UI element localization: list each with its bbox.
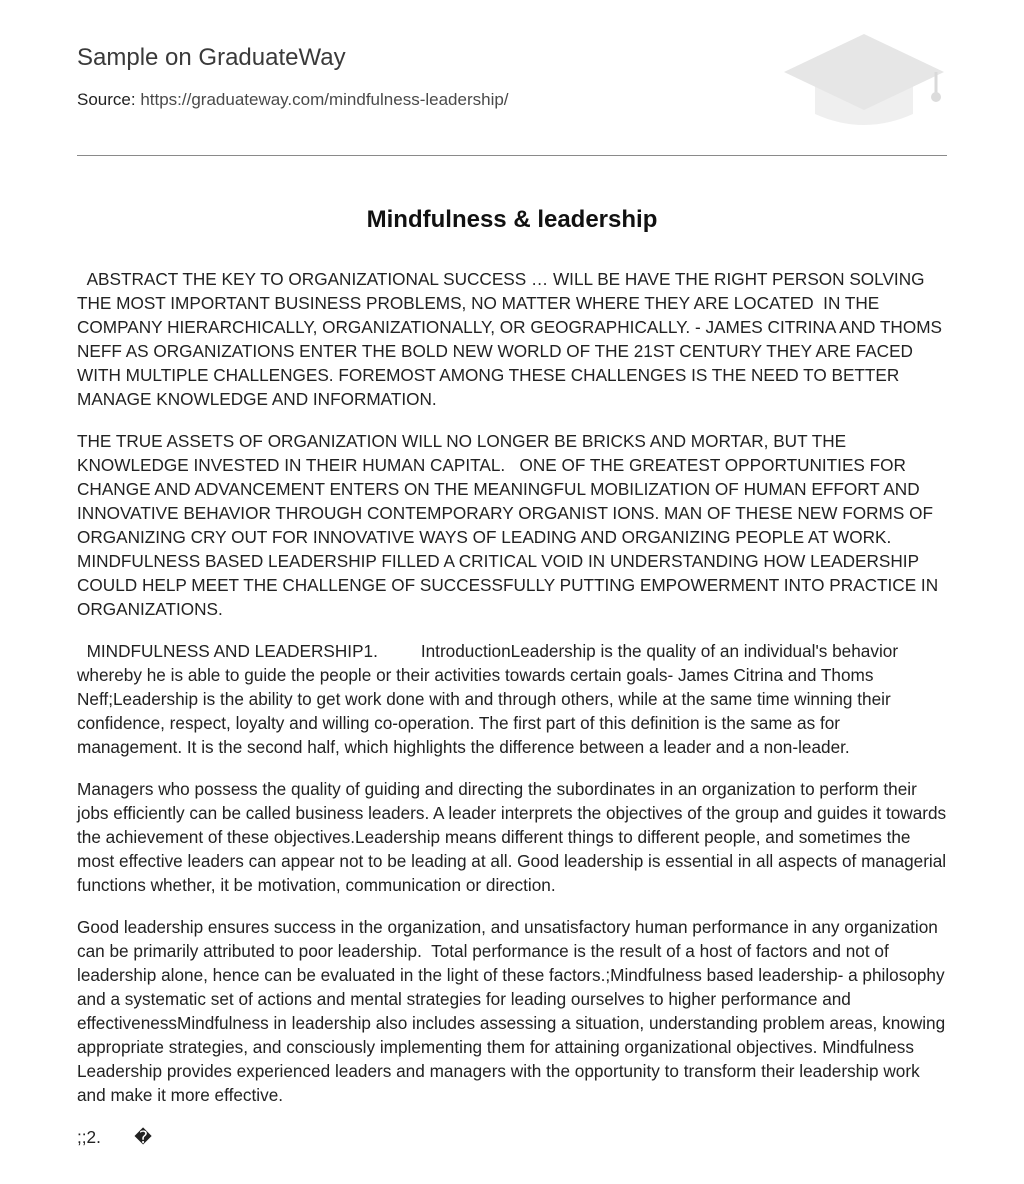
graduation-cap-icon [781, 32, 947, 132]
site-title: Sample on GraduateWay [77, 44, 346, 71]
paragraph-managers: Managers who possess the quality of guiding and directing the subordinates in an organization to perform their jobs efficiently can be called business leaders. A leader interprets the objectives of the group and guides it towards the achievement of these objectives.Leadership means different things to different people, and sometimes the most effective leaders can appear not to be leading at all. Good leadership is essential in all aspects of managerial functions whether, it be motivation, communication or direction. [77, 779, 951, 895]
paragraph-good-leadership: Good leadership ensures success in the organization, and unsatisfactory human performance in any organization can be primarily attributed to poor leadership. Total performance is the result of a host of factors and not of leadership alone, hence can be evaluated in the light of these factors.;Mindfulness based leadership- a philosophy and a systematic set of actions and mental strategies for leading ourselves to higher performance and effectivenessMindfulness in leadership also includes assessing a situation, understanding problem areas, knowing appropriate strategies, and consciously implementing them for attaining organizational objectives. Mindfulness Leadership provides experienced leaders and managers with the opportunity to transform their leadership work and make it more effective. [77, 917, 950, 1105]
source-line [77, 90, 509, 110]
paragraph-true-assets: THE TRUE ASSETS OF ORGANIZATION WILL NO LONGER BE BRICKS AND MORTAR, BUT THE KNOWLEDGE INVESTED IN THEIR HUMAN CAPITAL. ONE OF THE GREATEST OPPORTUNITIES FOR CHANGE AND ADVANCEMENT ENTERS ON THE MEANINGFUL MOBILIZATION OF HUMAN EFFORT AND INNOVATIVE BEHAVIOR THROUGH CONTEMPORARY ORGANIST IONS. MAN OF THESE NEW FORMS OF ORGANIZING CRY OUT FOR INNOVATIVE WAYS OF LEADING AND ORGANIZING PEOPLE AT WORK. MINDFULNESS BASED LEADERSHIP FILLED A CRITICAL VOID IN UNDERSTANDING HOW LEADERSHIP COULD HELP MEET THE CHALLENGE OF SUCCESSFULLY PUTTING EMPOWERMENT INTO PRACTICE IN ORGANIZATIONS. [77, 431, 943, 619]
source-link[interactable]: https://graduateway.com/mindfulness-leadership/ [140, 90, 509, 109]
paragraph-abstract: ABSTRACT THE KEY TO ORGANIZATIONAL SUCCESS … WILL BE HAVE THE RIGHT PERSON SOLVING THE MOST IMPORTANT BUSINESS PROBLEMS, NO MATTER WHERE THEY ARE LOCATED IN THE COMPANY HIERARCHICALLY, ORGANIZATIONALLY, OR GEOGRAPHICALLY. - JAMES CITRINA AND THOMS NEFF AS ORGANIZATIONS ENTER THE BOLD NEW WORLD OF THE 21ST CENTURY THEY ARE FACED WITH MULTIPLE CHALLENGES. FOREMOST AMONG THESE CHALLENGES IS THE NEED TO BETTER MANAGE KNOWLEDGE AND INFORMATION. [77, 269, 947, 409]
paragraph-section-2: ;;2. � [77, 1127, 152, 1147]
header-divider [77, 155, 947, 156]
page-header [77, 40, 947, 156]
document-body [77, 267, 949, 1167]
paragraph-introduction: MINDFULNESS AND LEADERSHIP1. IntroductionLeadership is the quality of an individual's behavior whereby he is able to guide the people or their activities towards certain goals- James Citrina and Thoms Neff;Leadership is the ability to get work done with and through others, while at the same time winning their confidence, respect, loyalty and willing co-operation. The first part of this definition is the same as for management. It is the second half, which highlights the difference between a leader and a non-leader. [77, 641, 903, 757]
source-label: Source: [77, 90, 141, 109]
document-title: Mindfulness & leadership [366, 206, 658, 233]
